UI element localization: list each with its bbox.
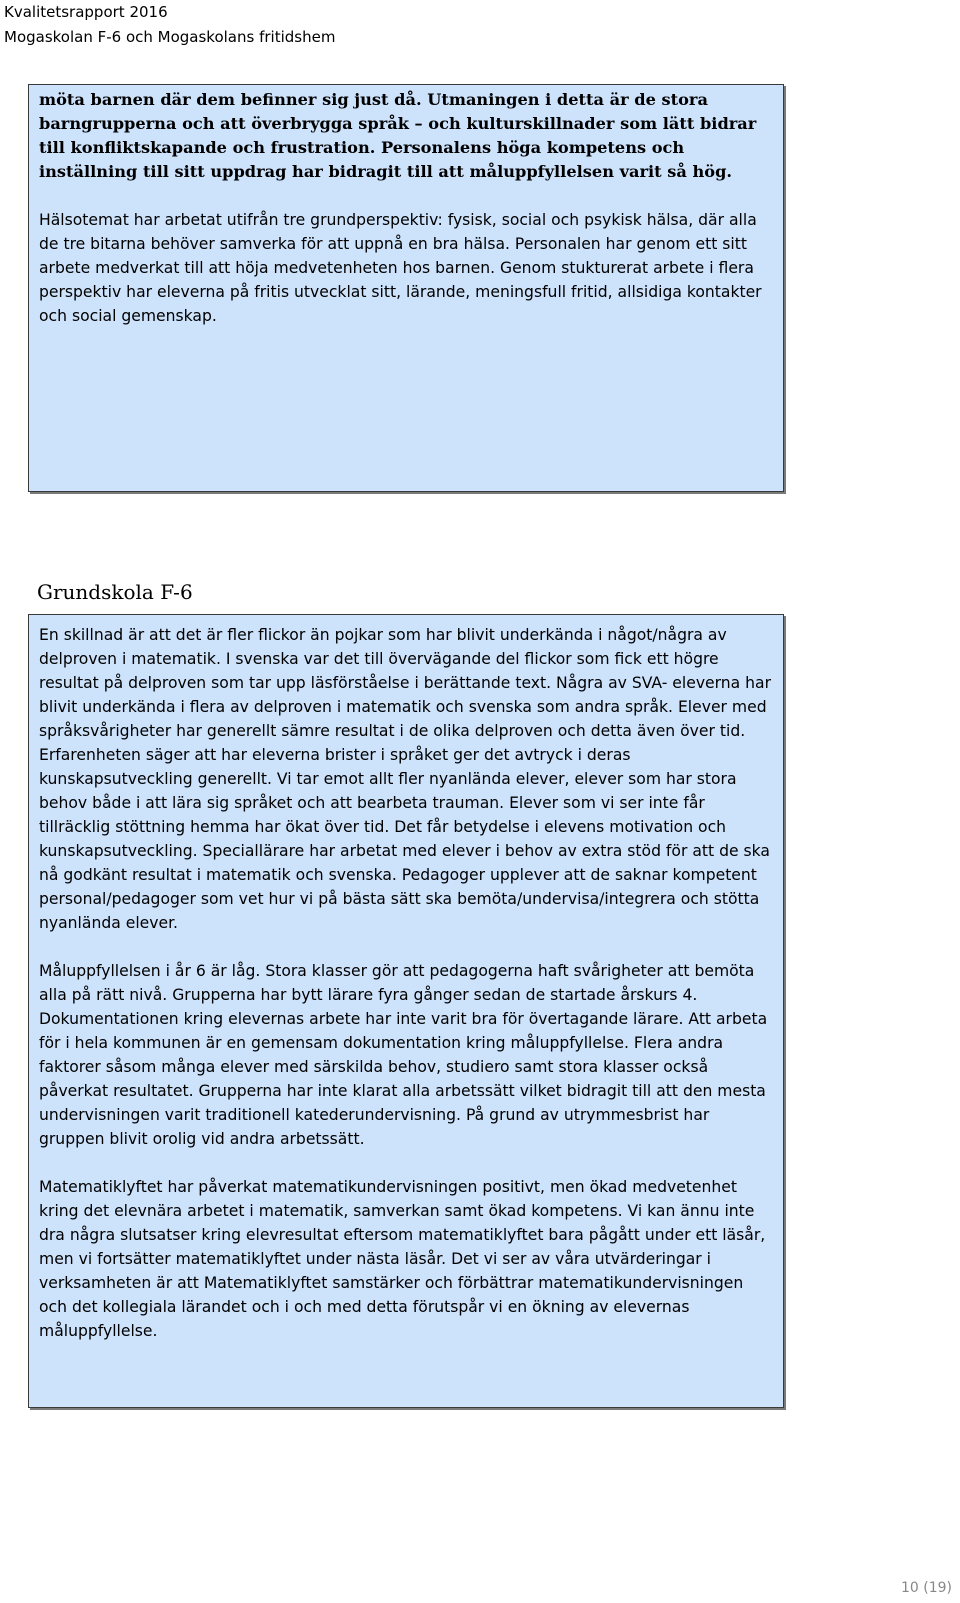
fritidshem-text-box [28, 84, 784, 492]
health-theme-paragraph: Hälsotemat har arbetat utifrån tre grundperspektiv: fysisk, social och psykisk hälsa, där alla de tre bitarna behöver samverka för att uppnå en bra hälsa. Personalen har genom ett sitt arbete medverkat till att höja medvetenheten hos barnen. Genom stukturerat arbete i flera perspektiv har eleverna på fritis utvecklat sitt, lärande, meningsfull fritid, allsidiga kontakter och social gemenskap. [39, 211, 762, 325]
grundskola-text-box [28, 614, 784, 1408]
report-title: Kvalitetsrapport 2016 [4, 3, 168, 21]
school-name: Mogaskolan F-6 och Mogaskolans fritidshem [4, 28, 336, 46]
goal-fulfilment-paragraph: Måluppfyllelsen i år 6 är låg. Stora klasser gör att pedagogerna haft svårigheter att bemöta alla på rätt nivå. Grupperna har bytt lärare fyra gånger sedan de startade årskurs 4. Dokumentationen kring elevernas arbete har inte varit bra för övertagande lärare. Att arbeta för i hela kommunen är en gemensam dokumentation kring måluppfyllelse. Flera andra faktorer såsom många elever med särskilda behov, studiero samt stora klasser också påverkat resultatet. Grupperna har inte klarat alla arbetssätt vilket bidragit till att den mesta undervisningen varit traditionell katederundervisning. På grund av utrymmesbrist har gruppen blivit orolig vid andra arbetssätt. [39, 962, 768, 1148]
section-heading: Grundskola F-6 [37, 580, 193, 604]
results-paragraph: En skillnad är att det är fler flickor än pojkar som har blivit underkända i något/några av delproven i matematik. I svenska var det till övervägande del flickor som fick ett högre resultat på delproven som tar upp läsförståelse i berättande text. Några av SVA- eleverna har blivit underkända i flera av delproven i matematik och svenska som andra språk. Elever med språksvårigheter har generellt sämre resultat i de olika delproven och detta även över tid. Erfarenheten säger att har eleverna brister i språket ger det avtryck i deras kunskapsutveckling generellt. Vi tar emot allt fler nyanlända elever, elever som har stora behov både i att lära sig språket och att bearbeta trauman. Elever som vi ser inte får tillräcklig stöttning hemma har ökat över tid. Det får betydelse i elevens motivation och kunskapsutveckling. Speciallärare har arbetat med elever i behov av extra stöd för att de ska nå godkänt resultat i matematik och svenska. Pedagoger upplever att de saknar kompetent personal/pedagoger som vet hur vi på bästa sätt ska bemöta/undervisa/integrera och stötta nyanlända elever. [39, 626, 772, 932]
page-header [4, 0, 335, 50]
math-lift-paragraph: Matematiklyftet har påverkat matematikundervisningen positivt, men ökad medvetenhet kring det elevnära arbetet i matematik, samverkan samt ökad kompetens. Vi kan ännu inte dra några slutsatser kring elevresultat eftersom matematiklyftet bara pågått under ett läsår, men vi fortsätter matematiklyftet under nästa läsår. Det vi ser av våra utvärderingar i verksamheten är att Matematiklyftet samstärker och förbättrar matematikundervisningen och det kollegiala lärandet och i och med detta förutspår vi en ökning av elevernas måluppfyllelse. [39, 1178, 766, 1340]
page-number: 10 (19) [900, 1580, 952, 1596]
bold-paragraph: möta barnen där dem befinner sig just då. Utmaningen i detta är de stora barngrupperna och att överbrygga språk – och kulturskillnader som lätt bidrar till konfliktskapande och frustration. Personalens höga kompetens och inställning till sitt uppdrag har bidragit till att måluppfyllelsen varit så hög. [39, 90, 757, 181]
